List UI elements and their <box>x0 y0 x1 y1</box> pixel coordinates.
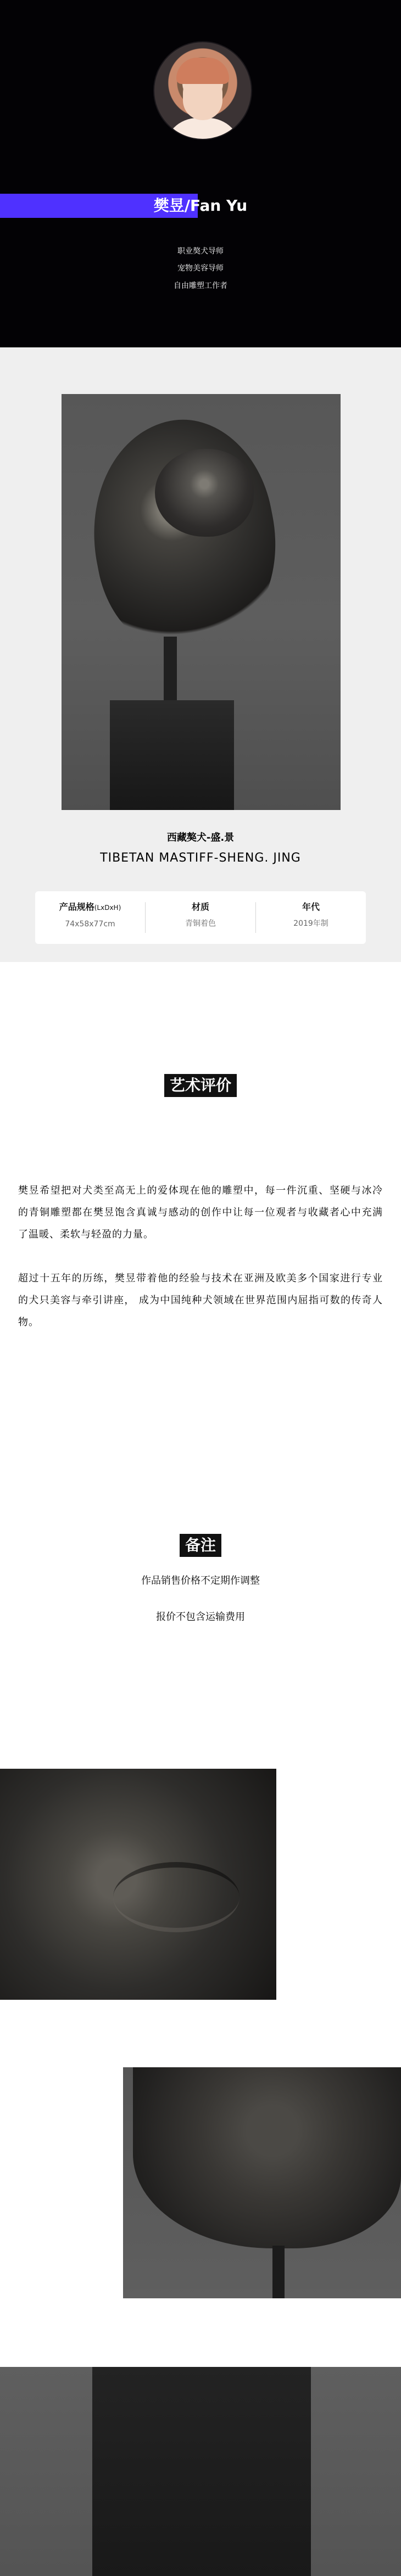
spec-label: 年代 <box>302 902 320 912</box>
detail-photo-pedestal <box>0 2367 401 2576</box>
artist-avatar <box>153 41 252 140</box>
detail-photo-bust <box>123 2067 401 2298</box>
artist-name: 樊昱/Fan Yu <box>153 196 248 215</box>
notes-heading: 备注 <box>0 1534 401 1557</box>
spec-material <box>146 899 255 932</box>
review-paragraph: 樊昱希望把对犬类至高无上的爱体现在他的雕塑中，每一件沉重、坚硬与冰冷的青铜雕塑都在樊昱饱含真诚与感动的创作中让每一位观者与收藏者心中充满了温暖、柔软与轻盈的力量。 <box>18 1185 383 1240</box>
artist-role: 职业獒犬导师 <box>177 247 224 256</box>
note-line: 作品销售价格不定期作调整 <box>141 1575 260 1587</box>
spec-table <box>35 891 366 944</box>
spec-label: 产品规格(LxDxH) <box>59 902 121 912</box>
spec-size <box>35 899 145 932</box>
spec-label: 材质 <box>191 902 209 912</box>
artist-role: 自由雕塑工作者 <box>174 282 227 290</box>
review-paragraph: 超过十五年的历练，樊昱带着他的经验与技术在亚洲及欧美多个国家进行专业的犬只美容与牵引讲座， 成为中国纯种犬领域在世界范围内屈指可数的传奇人物。 <box>18 1273 383 1328</box>
review-heading: 艺术评价 <box>0 1074 401 1097</box>
sculpture-photo <box>62 394 341 810</box>
artist-role: 宠物美容导师 <box>177 264 224 273</box>
spec-value: 2019年制 <box>293 919 328 928</box>
spec-value: 青铜着色 <box>185 919 216 928</box>
spec-year <box>256 899 366 932</box>
detail-photo-head <box>0 1769 276 2000</box>
note-line: 报价不包含运输费用 <box>156 1611 245 1623</box>
spec-value: 74x58x77cm <box>65 920 115 929</box>
artwork-subtitle: TIBETAN MASTIFF-SHENG. JING <box>100 851 301 865</box>
artwork-title: 西藏獒犬-盛.景 <box>166 832 235 843</box>
profile-header <box>0 0 401 347</box>
